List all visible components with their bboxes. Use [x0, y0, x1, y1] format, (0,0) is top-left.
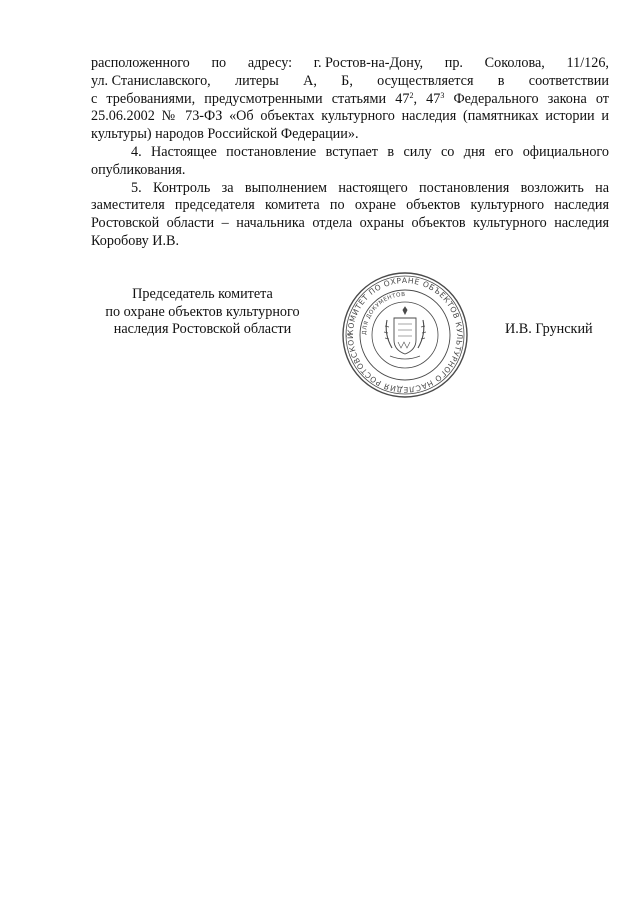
intro-line-1: расположенного по адресу: г. Ростов-на-Дону, пр. Соколова, 11/126, — [91, 55, 609, 71]
signatory-title-line: по охране объектов культурного — [105, 303, 300, 320]
intro-paragraph — [91, 55, 609, 144]
intro-text-mid: , 47 — [413, 90, 441, 107]
paragraph-5: 5. Контроль за выполнением настоящего постановления возложить на заместителя председателя комитета по охране объектов культурного наследия Ростовской области – начальника отдела охраны объектов культурного наследия Коробову И.В. — [91, 179, 609, 249]
signatory-title-line: наследия Ростовской области — [113, 321, 292, 337]
coat-of-arms-emblem — [384, 307, 426, 359]
footnote-superscript: 2 — [409, 90, 414, 100]
paragraph-4: 4. Настоящее постановление вступает в силу со дня его официального опубликования. — [91, 143, 609, 178]
signatory-title-line: Председатель комитета — [132, 286, 273, 302]
footnote-superscript: 3 — [440, 90, 445, 100]
signatory-title — [80, 286, 325, 339]
intro-text-end: Федерального закона от 25.06.2002 № 73-ФЗ «Об объектах культурного наследия (памятниках истории и культуры) народов Российской Федерации». — [91, 90, 610, 143]
signatory-name: И.В. Грунский — [505, 321, 593, 337]
seal-graphic — [340, 270, 470, 400]
intro-line-2: ул. Станиславского, литеры А, Б, осуществляется в соответствии — [91, 72, 609, 89]
intro-text-start: с требованиями, предусмотренными статьями 47 — [91, 90, 410, 107]
seal-inner-text: ДЛЯ ДОКУМЕНТОВ — [361, 291, 406, 336]
seal-outer-text: КОМИТЕТ ПО ОХРАНЕ ОБЪЕКТОВ КУЛЬТУРНОГО НАСЛЕДИЯ РОСТОВСКОЙ — [345, 275, 465, 395]
document-body — [91, 55, 609, 251]
official-seal — [340, 270, 470, 400]
